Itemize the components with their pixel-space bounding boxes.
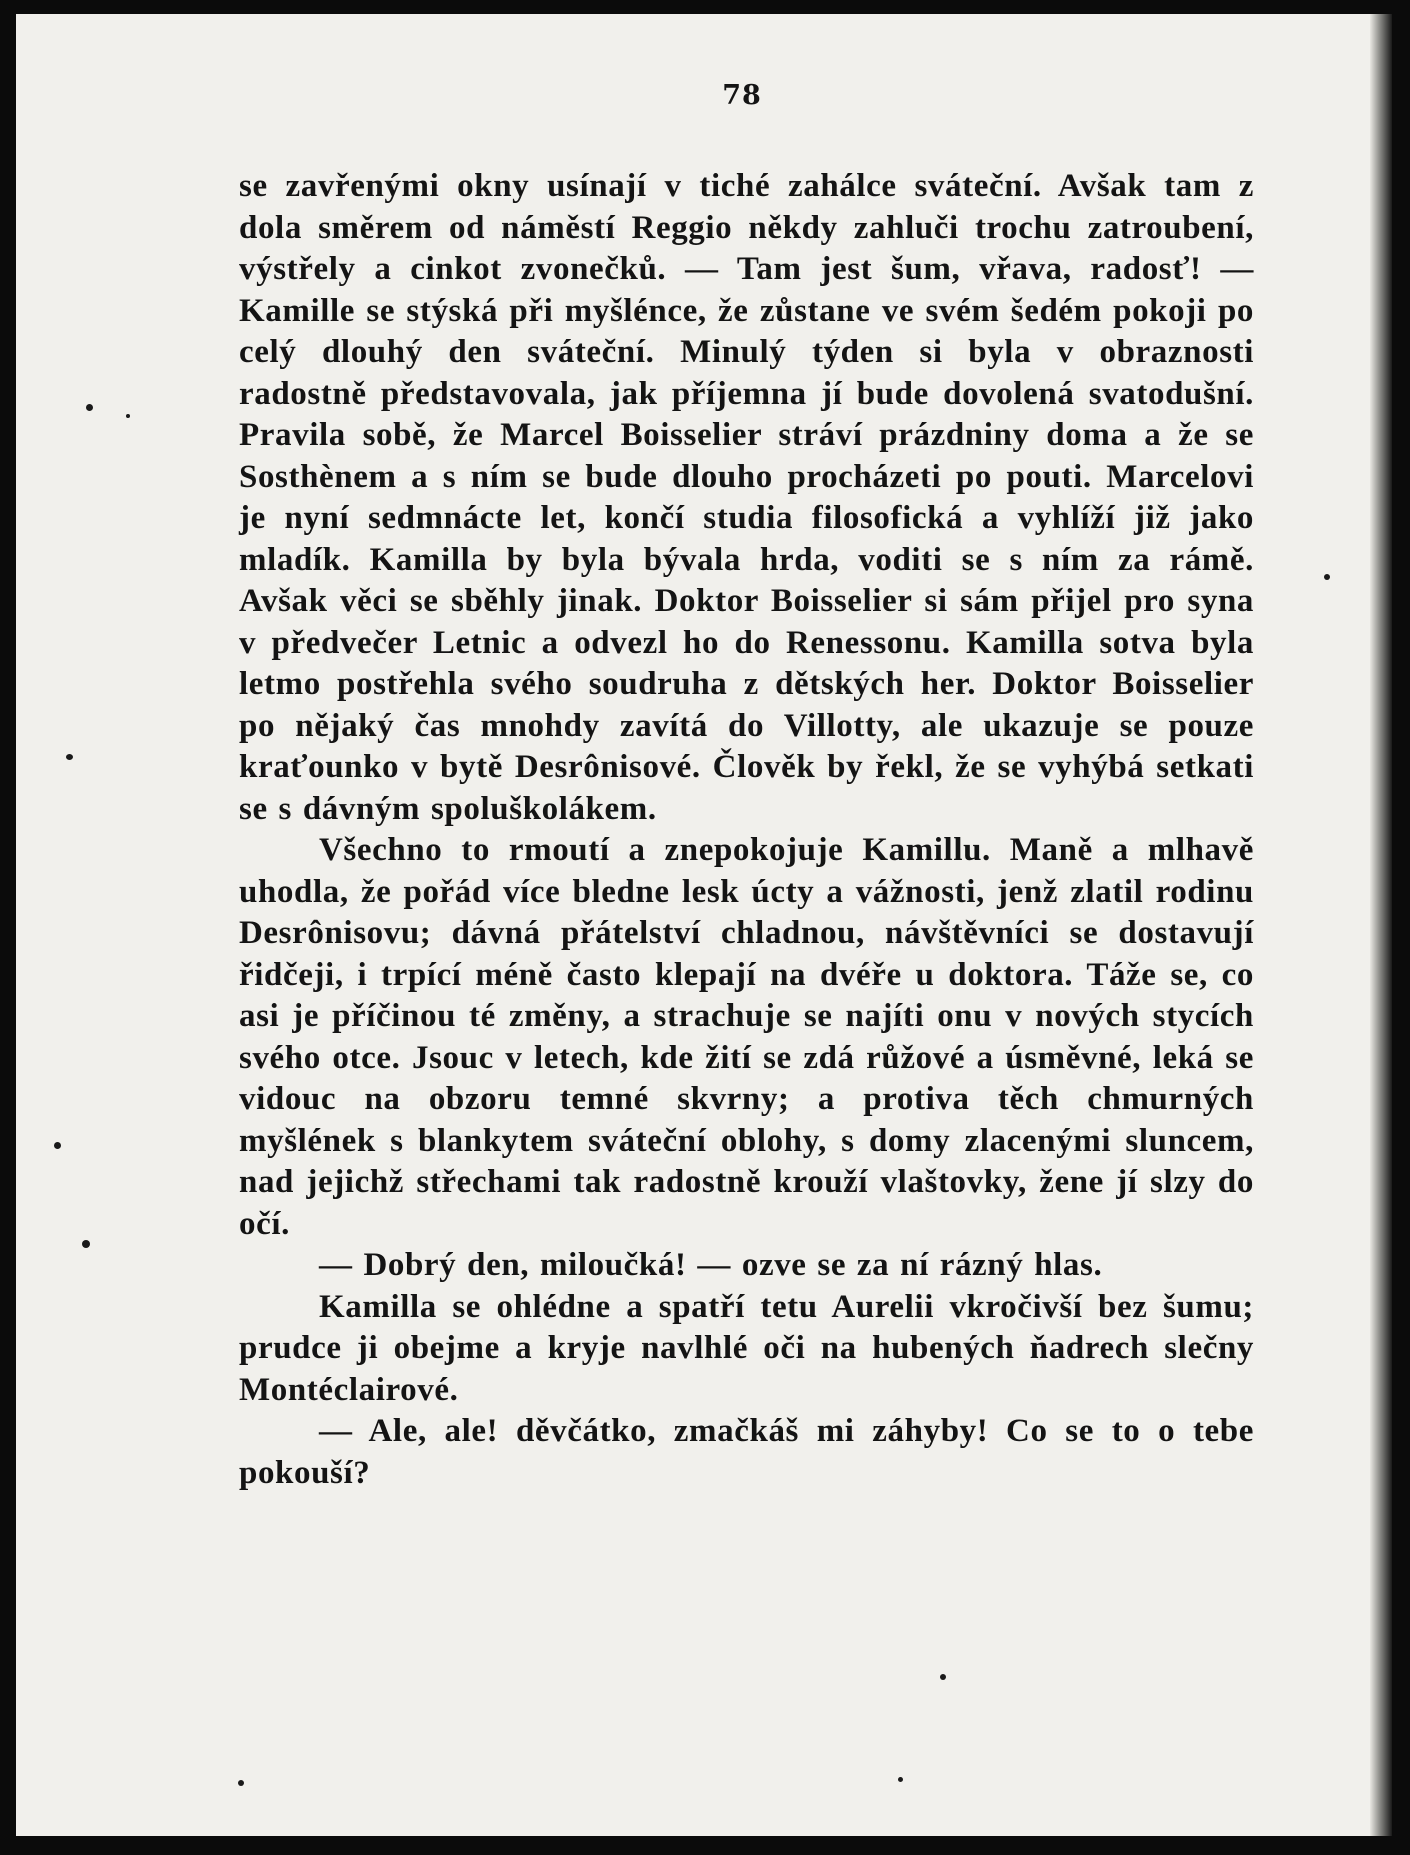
scan-speck bbox=[940, 1674, 946, 1680]
paragraph: Všechno to rmoutí a znepokojuje Kamillu. Maně a mlhavě uhodla, že pořád více bledne lesk úcty a vážnosti, jenž zlatil rodinu Desrônisovu; dávná přátelství chladnou, návštěvníci se dostavují řidčeji, i trpící méně často klepají na dvéře u doktora. Táže se, co asi je příčinou té změny, a strachuje se najíti onu v nových stycích svého otce. Jsouc v letech, kde žití se zdá růžové a úsměvné, leká se vidouc na obzoru temné skvrny; a protiva těch chmurných myšlének s blankytem sváteční oblohy, s domy zlacenými sluncem, nad jejichž střechami tak radostně krouží vlaštovky, žene jí slzy do očí. bbox=[239, 832, 1254, 1242]
scan-speck bbox=[86, 404, 93, 411]
scan-speck bbox=[126, 414, 130, 418]
scan-speck bbox=[1324, 574, 1330, 580]
book-page bbox=[16, 14, 1392, 1836]
body-text bbox=[239, 166, 1254, 1494]
paragraph: se zavřenými okny usínají v tiché zahálce sváteční. Avšak tam z dola směrem od náměstí Reggio někdy zahluči trochu zatroubení, výstřely a cinkot zvonečků. — Tam jest šum, vřava, radosť! — Kamille se stýská při myšlénce, že zůstane ve svém šedém pokoji po celý dlouhý den sváteční. Minulý týden si byla v obraznosti radostně představovala, jak příjemna jí bude dovolená svatodušní. Pravila sobě, že Marcel Boisselier stráví prázdniny doma a že se Sosthènem a s ním se bude dlouho procházeti po pouti. Marcelovi je nyní sedmnácte let, končí studia filosofická a vyhlíží již jako mladík. Kamilla by byla bývala hrda, voditi se s ním za rámě. Avšak věci se sběhly jinak. Doktor Boisselier si sám přijel pro syna v předvečer Letnic a odvezl ho do Renessonu. Kamilla sotva byla letmo postřehla svého soudruha z dětských her. Doktor Boisselier po nějaký čas mnohdy zavítá do Villotty, ale ukazuje se pouze kraťounko v bytě Desrônisové. Člověk by řekl, že se vyhýbá setkati se s dávným spoluškolákem. bbox=[239, 168, 1254, 827]
scan-speck bbox=[66, 754, 73, 760]
scan-speck bbox=[238, 1780, 244, 1786]
paragraph: Kamilla se ohlédne a spatří tetu Aurelii vkročivší bez šumu; prudce ji obejme a kryje navlhlé oči na hubených ňadrech slečny Montéclairové. bbox=[239, 1288, 1254, 1408]
page-edge-shadow bbox=[1370, 14, 1392, 1836]
page-number: 78 bbox=[722, 80, 762, 111]
scan-speck bbox=[898, 1777, 903, 1782]
scan-speck bbox=[82, 1240, 90, 1248]
paragraph: — Ale, ale! děvčátko, zmačkáš mi záhyby! Co se to o tebe pokouší? bbox=[239, 1413, 1254, 1491]
paragraph: — Dobrý den, miloučká! — ozve se za ní rázný hlas. bbox=[319, 1247, 1103, 1283]
scan-speck bbox=[54, 1142, 61, 1149]
